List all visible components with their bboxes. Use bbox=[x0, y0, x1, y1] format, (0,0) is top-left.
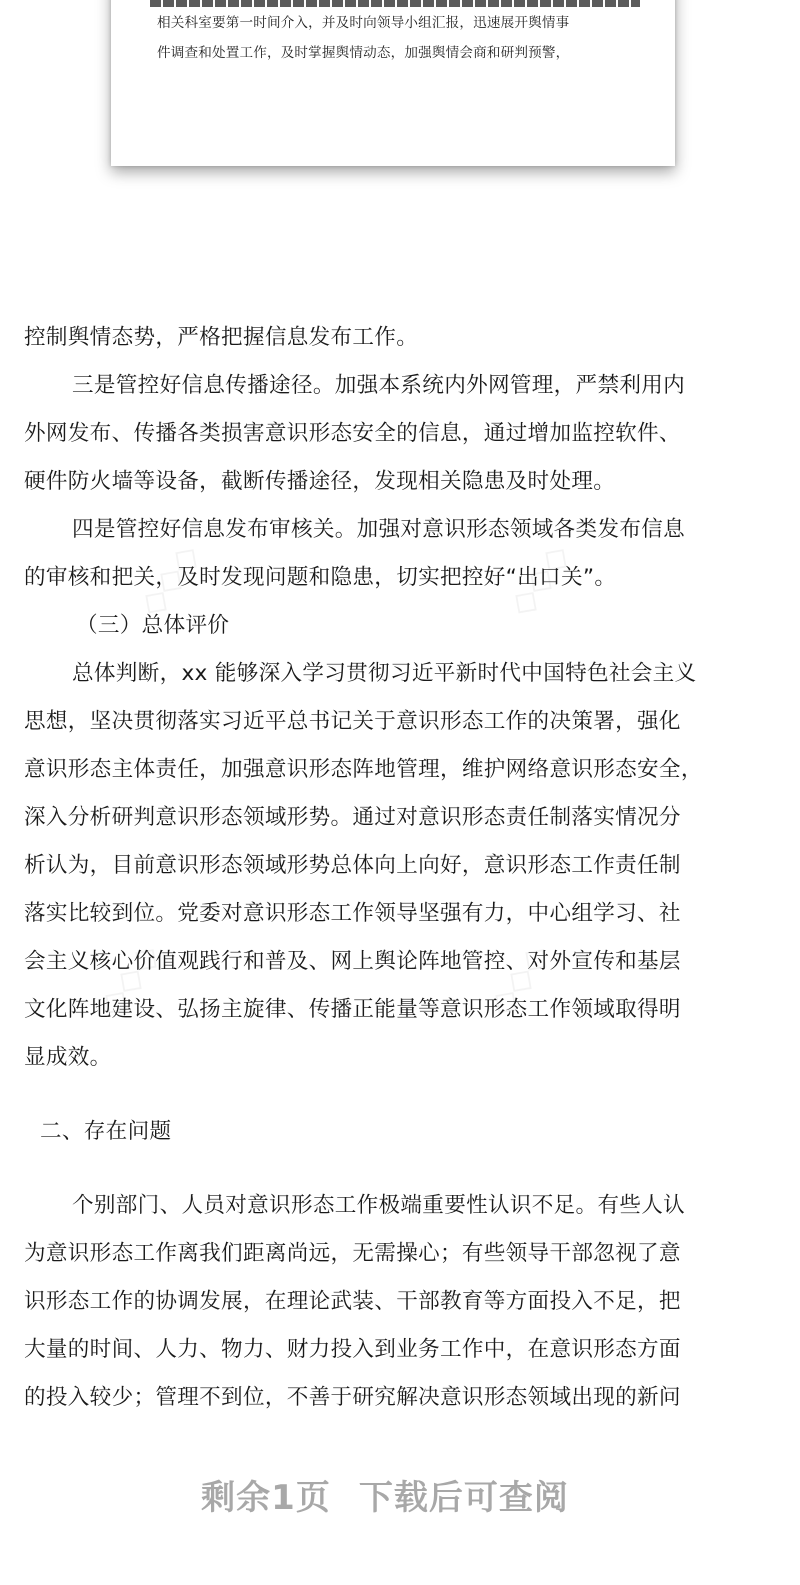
paragraph-line: 显成效。 bbox=[24, 1045, 112, 1070]
paragraph-line: 落实比较到位。党委对意识形态工作领导坚强有力，中心组学习、社 bbox=[24, 901, 681, 926]
watermark: ◇◇◇ bbox=[130, 536, 209, 624]
paragraph-line: 外网发布、传播各类损害意识形态安全的信息，通过增加监控软件、 bbox=[24, 421, 681, 446]
paragraph-line: 控制舆情态势，严格把握信息发布工作。 bbox=[24, 325, 419, 350]
section-heading: 二、存在问题 bbox=[40, 1119, 172, 1144]
paragraph-line: 深入分析研判意识形态领域形势。通过对意识形态责任制落实情况分 bbox=[24, 805, 681, 830]
paragraph-line: 个别部门、人员对意识形态工作极端重要性认识不足。有些人认 bbox=[72, 1193, 686, 1218]
paragraph-line: 思想，坚决贯彻落实习近平总书记关于意识形态工作的决策署，强化 bbox=[24, 709, 681, 734]
watermark: ◇◇◇ bbox=[480, 936, 559, 1024]
paragraph-line: 三是管控好信息传播途径。加强本系统内外网管理，严禁利用内 bbox=[72, 373, 686, 398]
paragraph-line: 的审核和把关，及时发现问题和隐患，切实把控好“出口关”。 bbox=[24, 565, 617, 590]
preview-line-2: 件调查和处置工作，及时掌握舆情动态，加强舆情会商和研判预警， bbox=[157, 45, 570, 61]
download-prompt[interactable] bbox=[0, 1470, 770, 1519]
paragraph-line: 大量的时间、人力、物力、财力投入到业务工作中，在意识形态方面 bbox=[24, 1337, 681, 1362]
preview-line-1: 相关科室要第一时间介入，并及时向领导小组汇报，迅速展开舆情事 bbox=[157, 15, 570, 31]
paragraph-line: 四是管控好信息发布审核关。加强对意识形态领域各类发布信息 bbox=[72, 517, 686, 542]
paragraph-line: 的投入较少；管理不到位，不善于研究解决意识形态领域出现的新问 bbox=[24, 1385, 681, 1410]
preview-cut-text bbox=[150, 0, 640, 8]
watermark: ◇◇◇ bbox=[500, 536, 579, 624]
watermark: ◇◇◇ bbox=[90, 936, 169, 1024]
paragraph-line: 硬件防火墙等设备，截断传播途径，发现相关隐患及时处理。 bbox=[24, 469, 616, 494]
paragraph-line: 会主义核心价值观践行和普及、网上舆论阵地管控、对外宣传和基层 bbox=[24, 949, 681, 974]
paragraph-line: 文化阵地建设、弘扬主旋律、传播正能量等意识形态工作领域取得明 bbox=[24, 997, 681, 1022]
paragraph-line: 识形态工作的协调发展，在理论武装、干部教育等方面投入不足，把 bbox=[24, 1289, 681, 1314]
section-heading: （三）总体评价 bbox=[76, 613, 230, 638]
remaining-pages-label: 剩余1页 bbox=[201, 1478, 331, 1518]
paragraph-line: 析认为，目前意识形态领域形势总体向上向好，意识形态工作责任制 bbox=[24, 853, 681, 878]
download-to-view-label: 下载后可查阅 bbox=[358, 1478, 569, 1518]
paragraph-line: 意识形态主体责任，加强意识形态阵地管理，维护网络意识形态安全， bbox=[24, 757, 703, 782]
paragraph-line: 为意识形态工作离我们距离尚远，无需操心；有些领导干部忽视了意 bbox=[24, 1241, 681, 1266]
paragraph-line: 总体判断，xx 能够深入学习贯彻习近平新时代中国特色社会主义 bbox=[72, 661, 697, 686]
